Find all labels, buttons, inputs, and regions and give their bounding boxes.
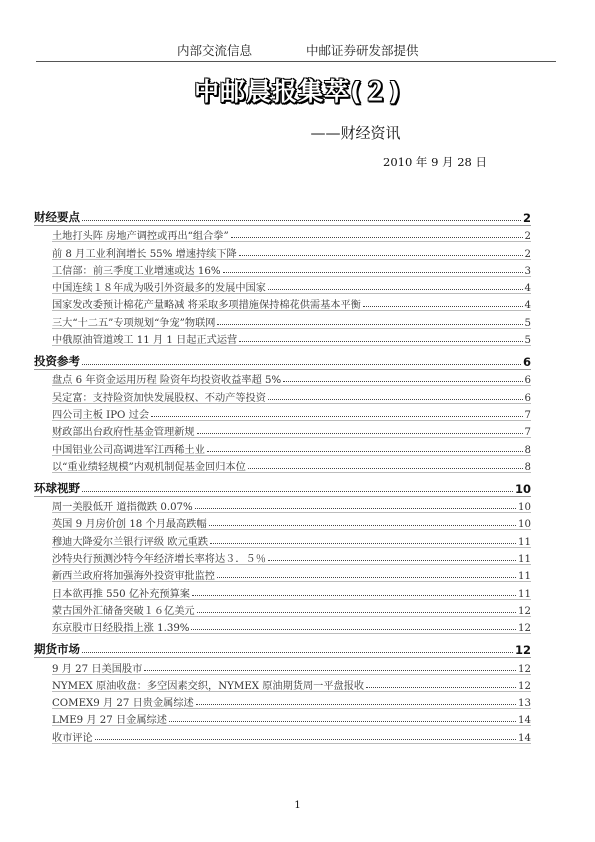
item-divider xyxy=(52,633,531,634)
toc-section[interactable] xyxy=(34,477,531,496)
toc-section-title: 期货市场 xyxy=(34,642,80,657)
toc-item-page: 8 xyxy=(524,444,531,456)
item-divider xyxy=(52,743,531,744)
toc-item-title: LME9 月 27 日金属综述 xyxy=(52,715,167,727)
toc-leader xyxy=(197,612,516,613)
toc-leader xyxy=(195,508,516,509)
toc-leader xyxy=(217,577,516,578)
page-header xyxy=(36,39,556,62)
toc-item-page: 6 xyxy=(524,392,531,404)
toc-leader xyxy=(196,704,516,705)
page-number: 1 xyxy=(294,800,301,811)
toc-item-title: 吴定富：支持险资加快发展股权、不动产等投资 xyxy=(52,392,266,404)
toc-item[interactable] xyxy=(34,369,531,386)
toc-item-page: 2 xyxy=(524,231,531,243)
toc-item-page: 11 xyxy=(518,536,531,548)
toc-item[interactable] xyxy=(34,438,531,455)
toc-leader xyxy=(169,721,516,722)
toc-item-page: 5 xyxy=(524,317,531,329)
toc-leader xyxy=(144,670,516,671)
toc-item[interactable] xyxy=(34,404,531,421)
toc-item[interactable] xyxy=(34,277,531,294)
toc-item[interactable] xyxy=(34,709,531,726)
toc-leader xyxy=(82,491,513,492)
toc-section-page: 12 xyxy=(514,643,531,658)
toc-item-title: 四公司主板 IPO 过会 xyxy=(52,409,150,421)
toc-item[interactable] xyxy=(34,582,531,599)
toc-section-title: 环球视野 xyxy=(34,480,80,495)
toc-item-page: 12 xyxy=(518,663,531,675)
toc-item-title: 新西兰政府将加强海外投资审批监控 xyxy=(52,571,215,583)
toc-leader xyxy=(363,306,523,307)
toc-item[interactable] xyxy=(34,242,531,259)
toc-item-page: 7 xyxy=(524,409,531,421)
toc-section[interactable] xyxy=(34,206,531,225)
toc-leader xyxy=(82,364,521,365)
toc-item-page: 11 xyxy=(518,571,531,583)
toc-item-title: 财政部出台政府性基金管理新规 xyxy=(52,427,195,439)
toc-item-title: 9 月 27 日美国股市 xyxy=(52,663,143,675)
toc-item-page: 7 xyxy=(524,427,531,439)
toc-item[interactable] xyxy=(34,565,531,582)
toc-item[interactable] xyxy=(34,456,531,473)
toc-item-title: 以“重业绩轻规模”内观机制促基金回归本位 xyxy=(52,461,246,473)
toc-item-title: 土地打头阵 房地产调控或再出“组合拳” xyxy=(52,231,229,243)
toc-leader xyxy=(192,595,516,596)
toc-section[interactable] xyxy=(34,638,531,657)
toc-leader xyxy=(268,289,523,290)
toc-item-page: 14 xyxy=(518,732,531,744)
toc-item[interactable] xyxy=(34,548,531,565)
toc-leader xyxy=(231,237,523,238)
toc-item-title: COMEX9 月 27 日贵金属综述 xyxy=(52,698,194,710)
toc-item[interactable] xyxy=(34,260,531,277)
toc-leader xyxy=(209,525,516,526)
toc-item[interactable] xyxy=(34,386,531,403)
toc-item-page: 8 xyxy=(524,461,531,473)
toc-item-title: 日本欲再推 550 亿补充预算案 xyxy=(52,588,190,600)
page-title: 中邮晨报集萃(２) xyxy=(194,77,401,106)
table-of-contents xyxy=(34,206,531,744)
toc-leader xyxy=(248,468,523,469)
toc-item-title: 前 8 月工业利润增长 55% 增速持续下降 xyxy=(52,248,237,260)
toc-item-page: 6 xyxy=(524,375,531,387)
toc-item-title: 周一美股低开 道指微跌 0.07% xyxy=(52,502,193,514)
toc-item-title: 中国铝业公司高调进军江西稀土业 xyxy=(52,444,205,456)
toc-section-title: 财经要点 xyxy=(34,210,80,224)
toc-leader xyxy=(283,381,522,382)
toc-item-page: 3 xyxy=(524,265,531,277)
toc-item-page: 5 xyxy=(524,335,531,347)
toc-leader xyxy=(217,324,522,325)
toc-item[interactable] xyxy=(34,657,531,674)
toc-item[interactable] xyxy=(34,225,531,242)
toc-item[interactable] xyxy=(34,726,531,743)
toc-section[interactable] xyxy=(34,350,531,369)
header-left: 内部交流信息 xyxy=(177,43,253,58)
toc-leader xyxy=(239,255,523,256)
toc-item-page: 2 xyxy=(524,248,531,260)
toc-item[interactable] xyxy=(34,617,531,634)
toc-item-page: 4 xyxy=(524,300,531,312)
toc-item-page: 13 xyxy=(518,698,531,710)
toc-item[interactable] xyxy=(34,294,531,311)
toc-section-title: 投资参考 xyxy=(34,354,80,369)
toc-leader xyxy=(239,341,522,342)
toc-leader xyxy=(223,272,523,273)
toc-item-title: 蒙古国外汇储备突破１６亿美元 xyxy=(52,605,195,617)
toc-item[interactable] xyxy=(34,421,531,438)
toc-leader xyxy=(210,543,516,544)
toc-item-page: 14 xyxy=(518,715,531,727)
toc-leader xyxy=(82,652,513,653)
toc-item-page: 11 xyxy=(518,554,531,566)
toc-item-title: 国家发改委预计棉花产量略减 将采取多项措施保持棉花供需基本平衡 xyxy=(52,300,361,312)
toc-section-page: 6 xyxy=(522,355,531,370)
toc-item-title: 收市评论 xyxy=(52,732,93,744)
toc-leader xyxy=(82,220,521,221)
item-divider xyxy=(52,472,531,473)
toc-item[interactable] xyxy=(34,513,531,530)
toc-item-title: 东京股市日经股指上涨 1.39% xyxy=(52,623,190,635)
toc-item-page: 10 xyxy=(518,502,531,514)
toc-item-title: 工信部：前三季度工业增速或达 16% xyxy=(52,265,221,277)
toc-leader xyxy=(268,399,523,400)
toc-item-page: 4 xyxy=(524,283,531,295)
toc-item-page: 12 xyxy=(518,680,531,692)
toc-leader xyxy=(268,560,516,561)
toc-item[interactable] xyxy=(34,675,531,692)
toc-leader xyxy=(366,687,516,688)
toc-item[interactable] xyxy=(34,600,531,617)
toc-section-page: 10 xyxy=(514,481,531,496)
report-date: 2010 年 9 月 28 日 xyxy=(383,155,487,169)
header-right: 中邮证券研发部提供 xyxy=(306,43,419,58)
toc-item-title: 盘点 6 年资金运用历程 险资年均投资收益率超 5% xyxy=(52,375,282,387)
toc-item-title: 三大“十二五”专项规划“争宠”物联网 xyxy=(52,317,216,329)
toc-item-title: NYMEX 原油收盘：多空因素交织，NYMEX 原油期货周一平盘报收 xyxy=(52,680,365,692)
toc-item-page: 11 xyxy=(518,588,531,600)
page-subtitle: ——财经资讯 xyxy=(310,124,401,142)
toc-leader xyxy=(95,739,516,740)
toc-leader xyxy=(197,433,523,434)
toc-item-title: 英国 9 月房价创 18 个月最高跌幅 xyxy=(52,519,207,531)
toc-leader xyxy=(191,629,516,630)
toc-item[interactable] xyxy=(34,692,531,709)
toc-section-page: 2 xyxy=(522,211,531,225)
toc-item-page: 10 xyxy=(518,519,531,531)
toc-item-page: 12 xyxy=(518,605,531,617)
toc-item-title: 沙特央行预测沙特今年经济增长率将达３．５％ xyxy=(52,554,266,566)
toc-item[interactable] xyxy=(34,329,531,346)
toc-item-title: 中俄原油管道竣工 11 月 1 日起正式运营 xyxy=(52,335,238,347)
item-divider xyxy=(52,345,531,346)
toc-item[interactable] xyxy=(34,496,531,513)
toc-item-title: 穆迪大降爱尔兰银行评级 欧元重跌 xyxy=(52,536,209,548)
toc-item[interactable] xyxy=(34,530,531,547)
toc-item-page: 12 xyxy=(518,623,531,635)
toc-leader xyxy=(151,416,522,417)
toc-leader xyxy=(207,451,523,452)
toc-item[interactable] xyxy=(34,311,531,328)
toc-item-title: 中国连续１８年成为吸引外资最多的发展中国家 xyxy=(52,283,266,295)
